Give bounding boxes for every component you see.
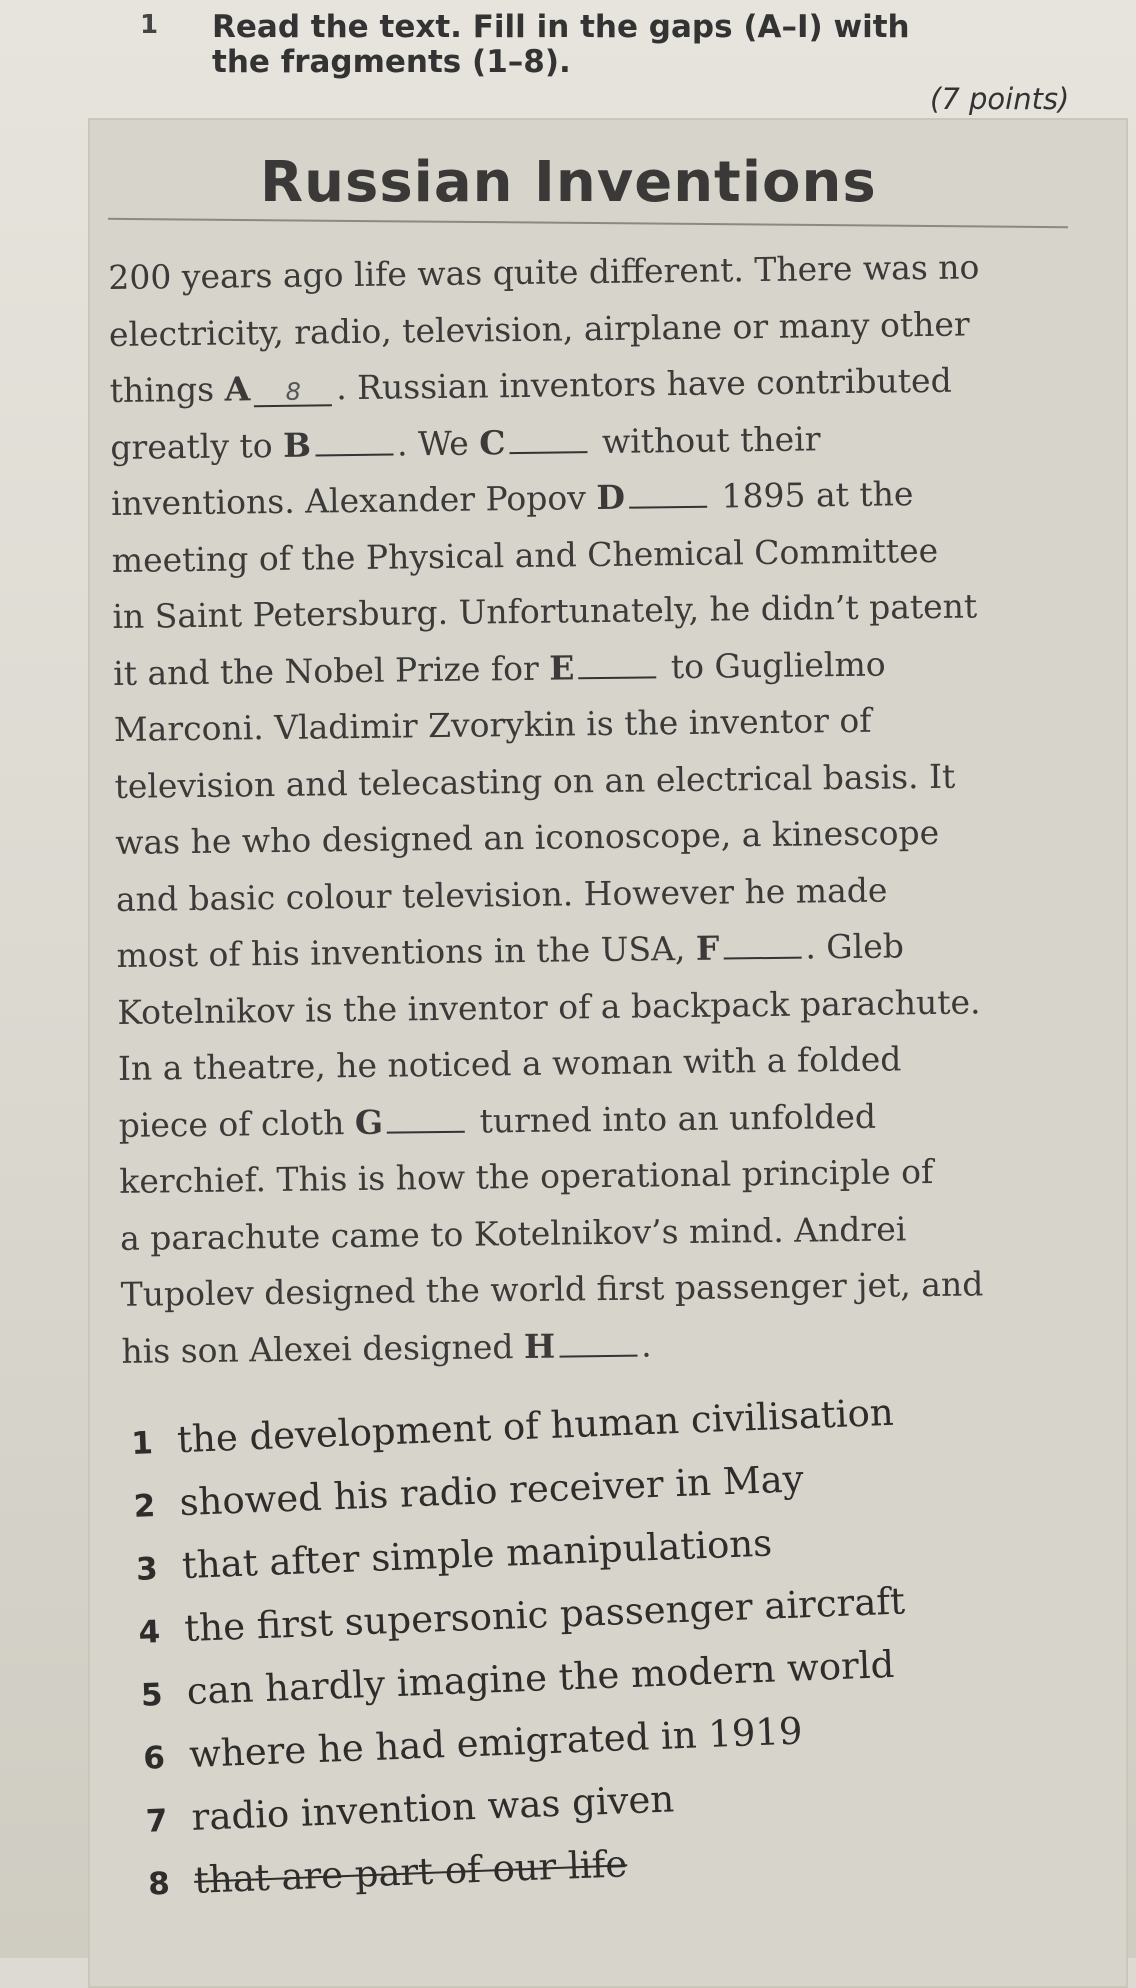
passage-line: it and the Nobel Prize for E to Guglielmo — [112, 644, 886, 693]
gap-letter-b: B — [282, 425, 312, 465]
fragment-list — [130, 1373, 1109, 1913]
task-points: (7 points) — [930, 82, 1070, 116]
fragment-item: 5 can hardly imagine the modern world — [140, 1642, 895, 1714]
passage-line: most of his inventions in the USA, F . Gleb — [116, 926, 905, 975]
gap-letter-d: D — [596, 477, 626, 518]
passage-line: greatly to B . We C without their — [110, 418, 821, 467]
passage-line: a parachute came to Kotelnikov’s mind. Andrei — [119, 1208, 907, 1258]
gap-g[interactable] — [387, 1104, 465, 1133]
gap-letter-a: A — [224, 369, 251, 409]
gap-f[interactable] — [723, 931, 801, 960]
passage-line: things A 8 . Russian inventors have contributed — [109, 360, 952, 410]
fragment-item-struck: 8 that are part of our life — [147, 1842, 629, 1903]
fragment-item: 6 where he had emigrated in 1919 — [142, 1709, 804, 1777]
passage-line: and basic colour television. However he made — [115, 870, 888, 919]
task-instruction: Read the text. Fill in the gaps (A–I) with the fragments (1–8). — [212, 9, 910, 80]
passage-line: electricity, radio, television, airplane or many other — [108, 303, 970, 354]
passage-line: in Saint Petersburg. Unfortunately, he didn’t patent — [112, 586, 978, 636]
passage-text — [108, 238, 1122, 1380]
passage-line: piece of cloth G turned into an unfolded — [118, 1096, 877, 1145]
gap-d[interactable] — [629, 480, 707, 509]
fragment-item: 3 that after simple manipulations — [135, 1521, 773, 1588]
gap-letter-g: G — [354, 1102, 384, 1142]
gap-letter-e: E — [549, 647, 575, 688]
passage-line: inventions. Alexander Popov D 1895 at the — [110, 474, 914, 523]
gap-h[interactable] — [559, 1328, 637, 1357]
passage-line: Marconi. Vladimir Zvorykin is the inventor of — [113, 700, 872, 749]
gap-letter-h: H — [523, 1326, 556, 1366]
passage-line: meeting of the Physical and Chemical Committee — [111, 530, 939, 580]
passage-line: 200 years ago life was quite different. There was no — [108, 247, 980, 297]
fragment-item: 7 radio invention was given — [145, 1777, 675, 1840]
gap-b[interactable] — [315, 427, 393, 456]
gap-e[interactable] — [578, 650, 656, 679]
passage-line: his son Alexei designed H . — [121, 1324, 652, 1371]
fragment-item: 4 the first supersonic passenger aircraft — [137, 1579, 906, 1651]
gap-letter-c: C — [478, 422, 506, 462]
fragment-item: 1 the development of human civilisation — [130, 1390, 895, 1462]
passage-line: Tupolev designed the world first passenger jet, and — [120, 1264, 984, 1314]
passage-line: In a theatre, he noticed a woman with a folded — [117, 1039, 902, 1088]
gap-letter-f: F — [695, 928, 720, 968]
task-number: 1 — [140, 10, 159, 40]
fragment-item: 2 showed his radio receiver in May — [133, 1457, 805, 1525]
passage-line: kerchief. This is how the operational principle of — [119, 1151, 934, 1201]
gap-c[interactable] — [509, 425, 587, 454]
passage-line: was he who designed an iconoscope, a kinescope — [115, 812, 940, 862]
passage-line: television and telecasting on an electrical basis. It — [114, 756, 956, 806]
gap-a[interactable]: 8 — [254, 378, 332, 407]
passage-line: Kotelnikov is the inventor of a backpack parachute. — [117, 981, 981, 1032]
passage-title: Russian Inventions — [260, 150, 877, 215]
